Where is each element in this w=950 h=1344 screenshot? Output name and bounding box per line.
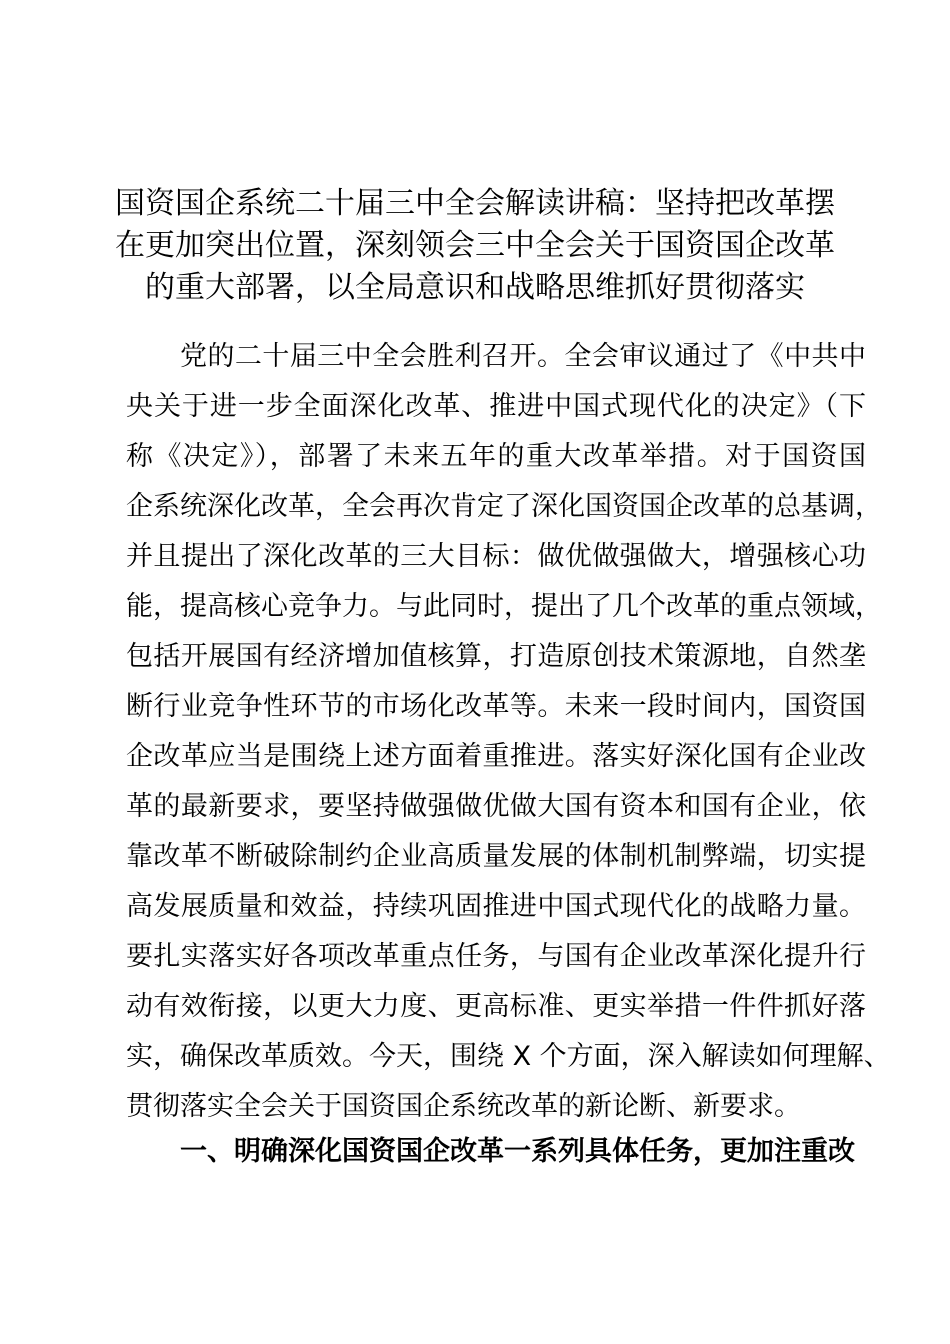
paragraph-line: 要扎实落实好各项改革重点任务，与国有企业改革深化提升行 bbox=[126, 941, 866, 972]
paragraph-line: 革的最新要求，要坚持做强做优做大国有资本和国有企业，依 bbox=[126, 791, 866, 822]
intro-paragraph bbox=[126, 332, 891, 1132]
title-line-3: 的重大部署，以全局意识和战略思维抓好贯彻落实 bbox=[145, 270, 805, 305]
paragraph-line: 企系统深化改革，全会再次肯定了深化国资国企改革的总基调， bbox=[126, 491, 882, 522]
document-title bbox=[100, 183, 850, 309]
paragraph-line: 断行业竞争性环节的市场化改革等。未来一段时间内，国资国 bbox=[126, 691, 866, 722]
paragraph-line: 央关于进一步全面深化改革、推进中国式现代化的决定》（下 bbox=[126, 391, 866, 422]
paragraph-line: 包括开展国有经济增加值核算，打造原创技术策源地，自然垄 bbox=[126, 641, 866, 672]
paragraph-line: 称《决定》），部署了未来五年的重大改革举措。对于国资国 bbox=[126, 441, 866, 472]
paragraph-line: 动有效衔接，以更大力度、更高标准、更实举措一件件抓好落 bbox=[126, 991, 866, 1022]
paragraph-line: 贯彻落实全会关于国资国企系统改革的新论断、新要求。 bbox=[126, 1091, 801, 1122]
paragraph-line: 能，提高核心竞争力。与此同时，提出了几个改革的重点领域， bbox=[126, 591, 882, 622]
title-line-2: 在更加突出位置，深刻领会三中全会关于国资国企改革 bbox=[115, 228, 835, 263]
paragraph-line: 党的二十届三中全会胜利召开。全会审议通过了《中共中 bbox=[180, 341, 866, 372]
title-line-1: 国资国企系统二十届三中全会解读讲稿：坚持把改革摆 bbox=[115, 186, 835, 221]
paragraph-line: 实，确保改革质效。今天，围绕 X 个方面，深入解读如何理解、 bbox=[126, 1041, 891, 1072]
paragraph-line: 企改革应当是围绕上述方面着重推进。落实好深化国有企业改 bbox=[126, 741, 866, 772]
section-heading: 一、明确深化国资国企改革一系列具体任务，更加注重改 bbox=[180, 1136, 855, 1167]
paragraph-line: 靠改革不断破除制约企业高质量发展的体制机制弊端，切实提 bbox=[126, 841, 866, 872]
paragraph-line: 高发展质量和效益，持续巩固推进中国式现代化的战略力量。 bbox=[126, 891, 866, 922]
paragraph-line: 并且提出了深化改革的三大目标：做优做强做大，增强核心功 bbox=[126, 541, 866, 572]
